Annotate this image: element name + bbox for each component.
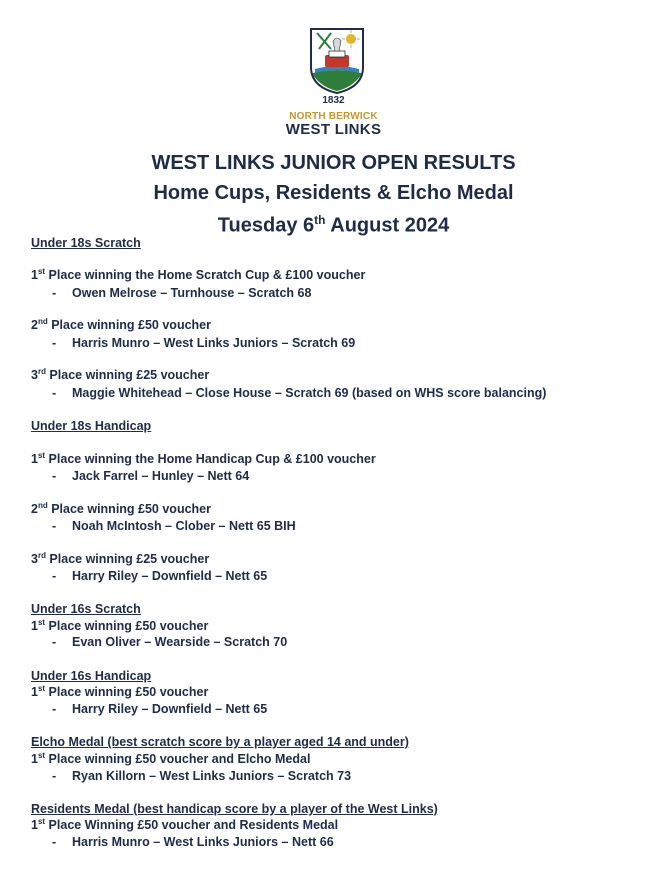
place-line: 1st Place Winning £50 voucher and Residents Medal [31,816,339,832]
winner-entry: - Harris Munro – West Links Juniors – Nett 66 [52,835,334,849]
winner-entry: - Owen Melrose – Turnhouse – Scratch 68 [52,286,312,300]
club-founded-year: 1832 [322,95,345,106]
section-heading: Under 16s Scratch [31,602,141,616]
section-heading: Under 18s Scratch [31,236,141,250]
winner-entry: - Noah McIntosh – Clober – Nett 65 BIH [52,519,296,533]
section-heading: Elcho Medal (best scratch score by a player aged 14 and under) [31,735,409,749]
place-line: 1st Place winning £50 voucher [31,683,209,699]
place-line: 1st Place winning £50 voucher [31,617,209,633]
page-subtitle: Home Cups, Residents & Elcho Medal [153,182,514,204]
winner-entry: - Harry Riley – Downfield – Nett 65 [52,702,268,716]
place-line: 3rd Place winning £25 voucher [31,366,210,382]
place-line: 1st Place winning £50 voucher and Elcho Medal [31,750,311,766]
winner-entry: - Harry Riley – Downfield – Nett 65 [52,569,268,583]
winner-entry: - Harris Munro – West Links Juniors – Scratch 69 [52,336,356,350]
place-line: 1st Place winning the Home Scratch Cup & £100 voucher [31,266,366,282]
event-date: Tuesday 6th August 2024 [217,213,450,237]
place-line: 2nd Place winning £50 voucher [31,500,211,516]
club-crest-icon [309,27,365,95]
winner-entry: - Evan Oliver – Wearside – Scratch 70 [52,635,288,649]
section-heading: Residents Medal (best handicap score by a player of the West Links) [31,802,438,816]
club-name-line2: WEST LINKS [285,121,382,138]
page-title: WEST LINKS JUNIOR OPEN RESULTS [151,152,516,174]
club-name-line1: NORTH BERWICK [289,111,378,122]
winner-entry: - Maggie Whitehead – Close House – Scratch 69 (based on WHS score balancing) [52,386,547,400]
place-line: 1st Place winning the Home Handicap Cup & £100 voucher [31,450,376,466]
place-line: 2nd Place winning £50 voucher [31,316,211,332]
winner-entry: - Jack Farrel – Hunley – Nett 64 [52,469,250,483]
winner-entry: - Ryan Killorn – West Links Juniors – Scratch 73 [52,769,352,783]
place-line: 3rd Place winning £25 voucher [31,550,210,566]
section-heading: Under 16s Handicap [31,669,152,683]
section-heading: Under 18s Handicap [31,419,152,433]
